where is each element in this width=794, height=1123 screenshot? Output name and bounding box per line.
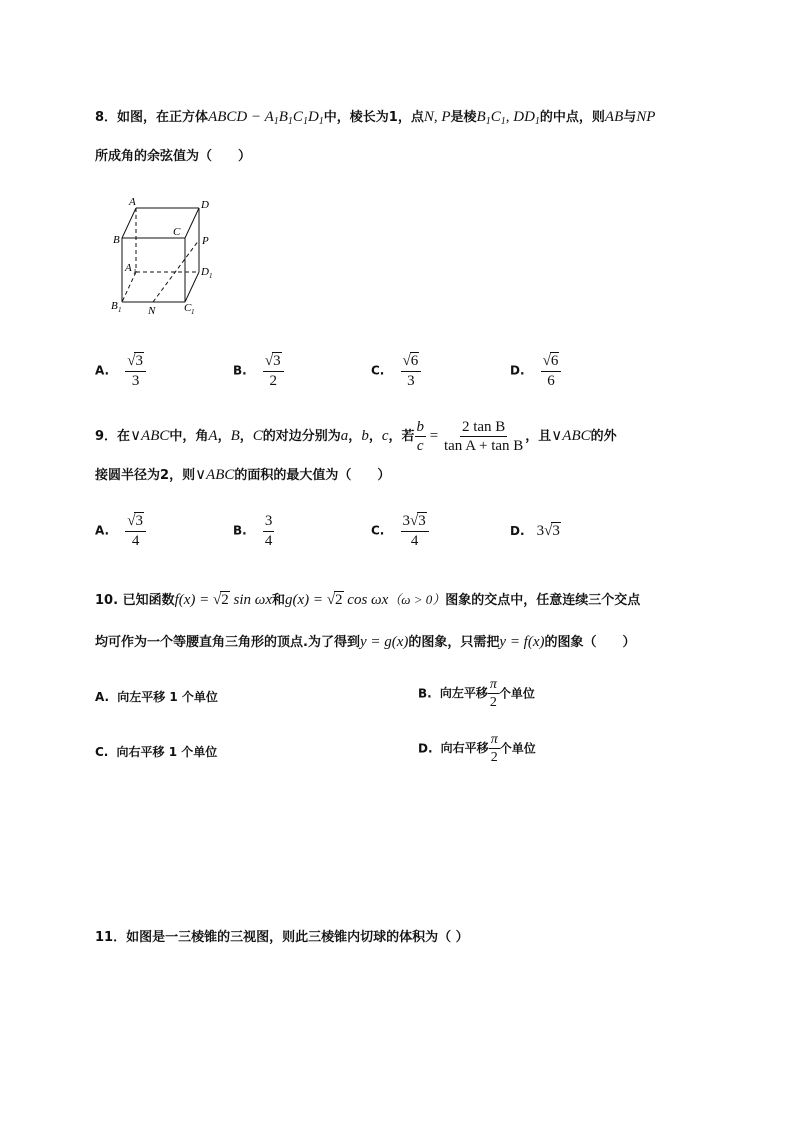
label-B1: B (111, 300, 118, 312)
svg-text:1: 1 (209, 272, 213, 280)
svg-text:1: 1 (133, 268, 137, 276)
label-D1: D (201, 266, 209, 278)
q10-option-b[interactable]: B. 向左平移 $\frac{\pi}{2}$ 个单位 (418, 677, 535, 711)
label-D: D (201, 199, 209, 211)
question-11: 11．如图是一三棱锥的三视图，则此三棱锥内切球的体积为（ ） (95, 930, 469, 945)
q9-option-d[interactable]: D. 3√3 (510, 523, 560, 539)
q8-option-d[interactable]: D. $\frac{√6}{6}$ (510, 353, 561, 389)
q8-option-c[interactable]: C. $\frac{√6}{3}$ (371, 353, 421, 389)
label-A: A (129, 196, 136, 208)
question-9-line-2: 接圆半径为2，则∨ABC的面积的最大值为（ ） (95, 467, 391, 483)
q10-option-d[interactable]: D. 向右平移 $\frac{\pi}{2}$ 个单位 (418, 732, 536, 766)
label-C1: C (184, 302, 192, 314)
svg-text:1: 1 (191, 308, 195, 316)
label-N: N (148, 305, 156, 317)
label-P: P (202, 235, 209, 247)
q8-option-a[interactable]: A. $\frac{√3}{3}$ (95, 353, 146, 389)
q9-option-c[interactable]: C. $\frac{3√3}{4}$ (371, 513, 429, 549)
label-A1: A (125, 262, 132, 274)
label-C: C (173, 226, 181, 238)
q10-option-a[interactable]: A. 向左平移 1 个单位 (95, 690, 218, 704)
q8-option-b[interactable]: B. $\frac{√3}{2}$ (233, 353, 284, 389)
question-8-line-1: 8．如图，在正方体ABCD − $A_1B_1C_1D_1$中，棱长为1，点N, P是棱$B_1C_1$, $DD_1$的中点，则AB与NP (95, 109, 656, 127)
question-10-line-2: 均可作为一个等腰直角三角形的顶点.为了得到y = g(x)的图象，只需把y = f(x)的图象（ ） (95, 634, 636, 650)
q9-option-a[interactable]: A. $\frac{√3}{4}$ (95, 513, 146, 549)
q10-option-c[interactable]: C. 向右平移 1 个单位 (95, 745, 218, 759)
question-8-line-2: 所成角的余弦值为（ ） (95, 149, 252, 164)
question-10-line-1: 10. 已知函数f(x) = √2 sin ωx和g(x) = √2 cos ωx（ω > 0）图象的交点中，任意连续三个交点 (95, 592, 641, 608)
svg-text:1: 1 (118, 306, 122, 314)
cube-figure (108, 193, 218, 319)
question-9-line-1: 9．在∨ABC中，角A，B，C的对边分别为a，b，c，若 $\frac{b}{c}$ = $\frac{\text{2 tan B}}{\text{tan A + tan B}}$ ，且∨ABC的外 (95, 418, 617, 454)
label-B: B (113, 234, 120, 246)
q9-option-b[interactable]: B. $\frac{3}{4}$ (233, 513, 273, 549)
